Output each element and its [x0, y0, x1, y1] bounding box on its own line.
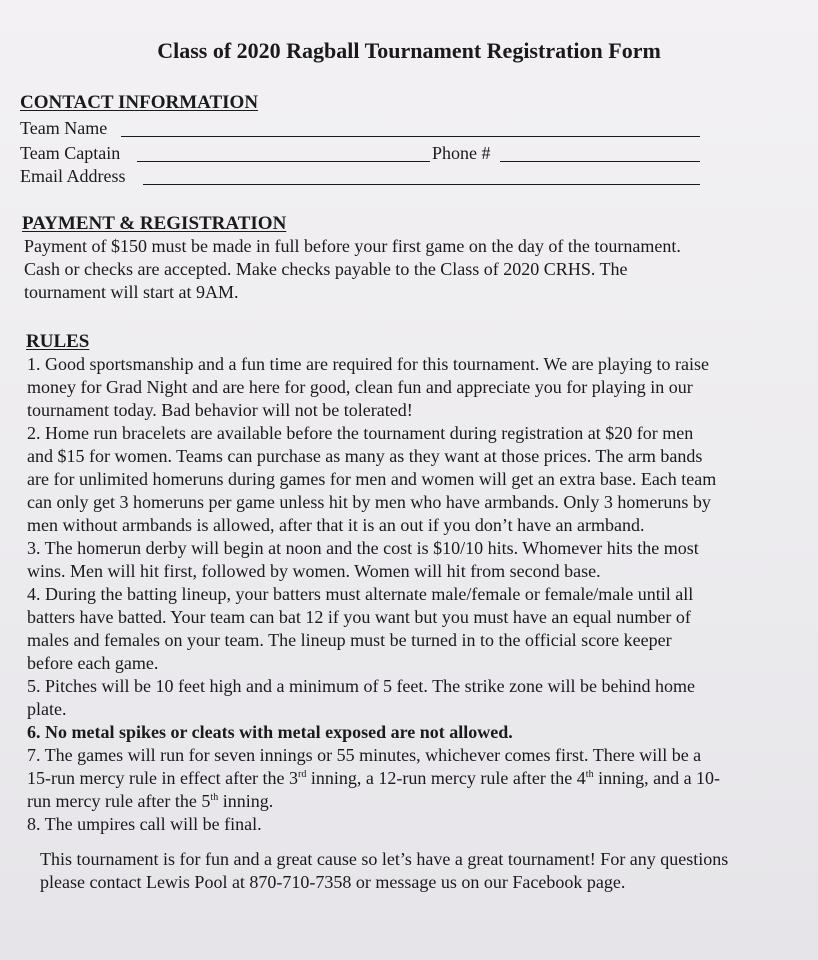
team-captain-field[interactable]	[137, 146, 430, 162]
rule-line: plate.	[27, 699, 67, 719]
rule-4	[27, 583, 812, 675]
team-captain-row	[20, 143, 120, 167]
rule-5	[27, 675, 812, 721]
phone-field[interactable]	[500, 146, 700, 162]
payment-heading: PAYMENT & REGISTRATION	[22, 213, 287, 234]
rule-line: 4. During the batting lineup, your batters must alternate male/female or female/male until all	[27, 584, 694, 604]
ordinal-suffix: th	[210, 792, 219, 803]
rule-line: 1. Good sportsmanship and a fun time are required for this tournament. We are playing to raise	[27, 354, 710, 374]
ordinal-suffix: th	[585, 769, 594, 780]
payment-text	[24, 235, 804, 304]
rule-7	[27, 744, 812, 813]
rules-heading: RULES	[26, 331, 90, 352]
rule-text: inning, and a 10-	[593, 768, 721, 788]
payment-line: Cash or checks are accepted. Make checks payable to the Class of 2020 CRHS. The	[24, 259, 628, 279]
team-captain-label: Team Captain	[20, 143, 121, 163]
rule-line: money for Grad Night and are here for good, clean fun and appreciate you for playing in our	[27, 377, 693, 397]
footer-line: This tournament is for fun and a great cause so let’s have a great tournament! For any questions	[40, 849, 729, 869]
rule-line: 2. Home run bracelets are available before the tournament during registration at $20 for men	[27, 423, 694, 443]
rule-line	[27, 767, 812, 790]
payment-line: tournament will start at 9AM.	[24, 282, 239, 302]
rule-6: 6. No metal spikes or cleats with metal exposed are not allowed.	[27, 722, 513, 742]
phone-row	[432, 143, 491, 167]
rule-line: wins. Men will hit first, followed by women. Women will hit from second base.	[27, 561, 601, 581]
rules-list	[27, 353, 812, 836]
contact-heading: CONTACT INFORMATION	[20, 92, 259, 113]
payment-line: Payment of $150 must be made in full before your first game on the day of the tournament.	[24, 236, 681, 256]
rule-line: 7. The games will run for seven innings or 55 minutes, whichever comes first. There will be a	[27, 745, 702, 765]
rule-line: can only get 3 homeruns per game unless hit by men who have armbands. Only 3 homeruns by	[27, 492, 711, 512]
team-name-row	[20, 118, 107, 142]
rule-line: and $15 for women. Teams can purchase as many as they want at those prices. The arm bands	[27, 446, 703, 466]
team-name-field[interactable]	[121, 121, 700, 137]
rule-line: males and females on your team. The lineup must be turned in to the official score keeper	[27, 630, 672, 650]
form-title: Class of 2020 Ragball Tournament Registration Form	[157, 38, 661, 63]
team-name-label: Team Name	[20, 118, 108, 138]
footer-note	[40, 848, 810, 894]
rule-text: 15-run mercy rule in effect after the 3	[27, 768, 299, 788]
rule-text: inning.	[218, 791, 274, 811]
rule-3	[27, 537, 812, 583]
rule-line: before each game.	[27, 653, 159, 673]
rule-line: 3. The homerun derby will begin at noon and the cost is $10/10 hits. Whomever hits the most	[27, 538, 699, 558]
phone-label: Phone #	[432, 143, 491, 163]
footer-line: please contact Lewis Pool at 870-710-7358 or message us on our Facebook page.	[40, 872, 626, 892]
rule-line	[27, 790, 812, 813]
email-field[interactable]	[143, 169, 700, 185]
rule-line: batters have batted. Your team can bat 12 if you want but you must have an equal number of	[27, 607, 691, 627]
ordinal-suffix: rd	[298, 769, 307, 780]
email-label: Email Address	[20, 166, 126, 186]
rule-text: run mercy rule after the 5	[27, 791, 211, 811]
email-row	[20, 166, 126, 190]
rule-line: tournament today. Bad behavior will not be tolerated!	[27, 400, 413, 420]
rule-line: are for unlimited homeruns during games for men and women will get an extra base. Each team	[27, 469, 717, 489]
rule-line: men without armbands is allowed, after that it is an out if you don’t have an armband.	[27, 515, 645, 535]
rule-line: 5. Pitches will be 10 feet high and a minimum of 5 feet. The strike zone will be behind home	[27, 676, 696, 696]
rule-8: 8. The umpires call will be final.	[27, 814, 262, 834]
rule-text: inning, a 12-run mercy rule after the 4	[306, 768, 586, 788]
rule-1	[27, 353, 812, 422]
rule-2	[27, 422, 812, 537]
